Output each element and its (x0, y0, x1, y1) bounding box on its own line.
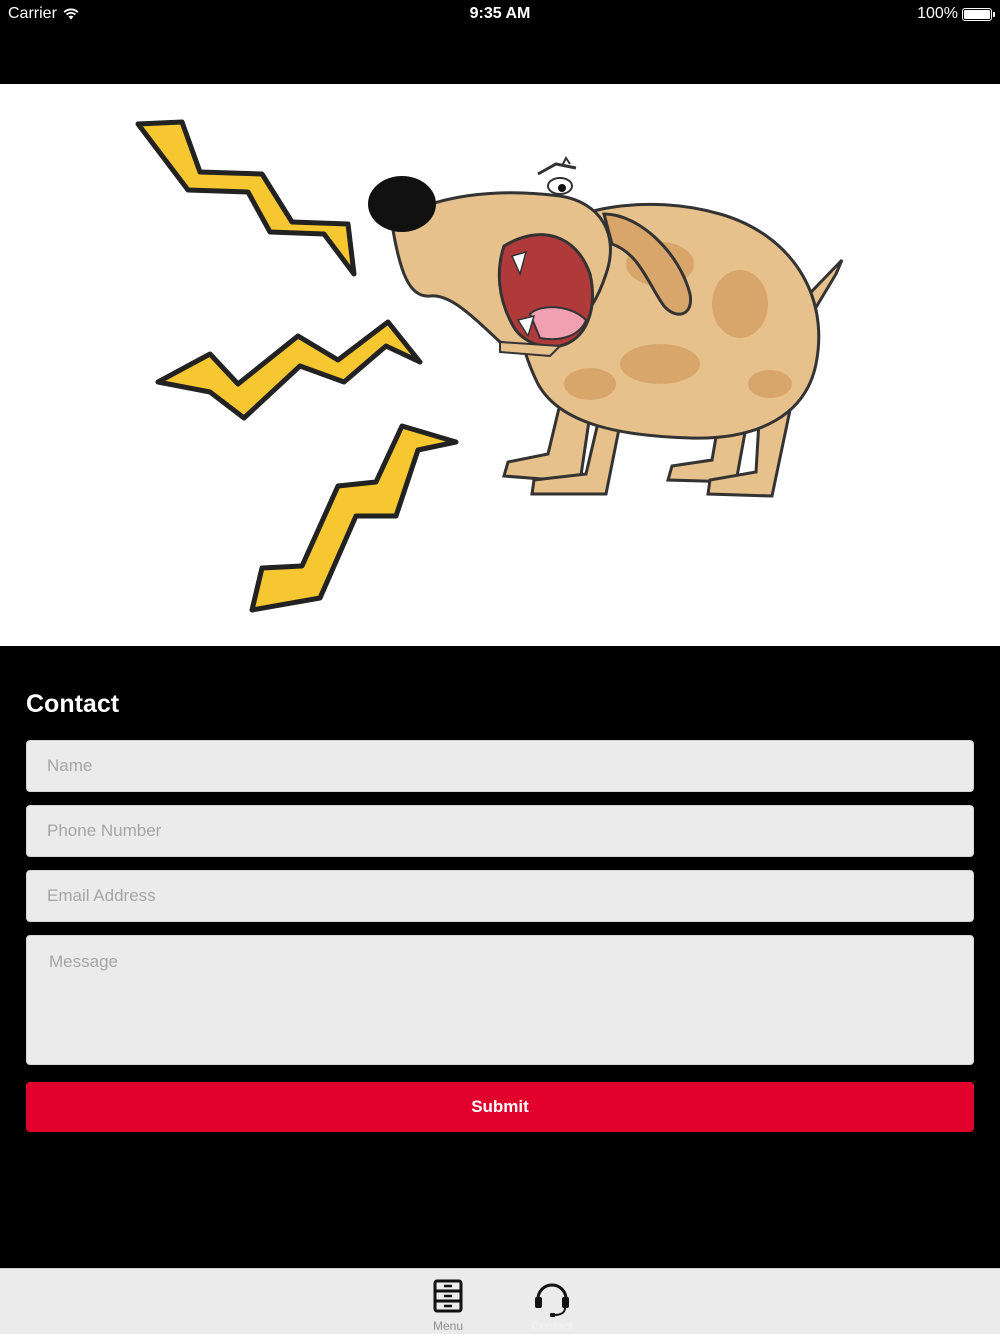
contact-title: Contact (26, 690, 120, 718)
hero-image (0, 84, 1000, 646)
phone-number-input[interactable] (26, 805, 974, 857)
battery-indicator (917, 5, 992, 23)
barking-dog-illustration (0, 84, 1000, 646)
status-bar (0, 0, 1000, 30)
tab-contact-label: Contact (531, 1319, 573, 1333)
tab-bar (0, 1268, 1000, 1334)
battery-percent: 100% (917, 5, 958, 22)
email-address-input[interactable] (26, 870, 974, 922)
headset-icon (530, 1275, 574, 1319)
submit-button[interactable]: Submit (26, 1082, 974, 1132)
tab-menu-label: Menu (432, 1319, 464, 1333)
cabinet-icon (426, 1275, 470, 1319)
dog-nose (368, 176, 436, 232)
name-input[interactable] (26, 740, 974, 792)
tab-menu[interactable] (398, 1269, 498, 1334)
message-textarea[interactable] (26, 935, 974, 1065)
status-time: 9:35 AM (469, 5, 531, 22)
battery-icon (962, 8, 992, 21)
carrier-label: Carrier (8, 5, 57, 22)
tab-contact[interactable] (502, 1269, 602, 1334)
